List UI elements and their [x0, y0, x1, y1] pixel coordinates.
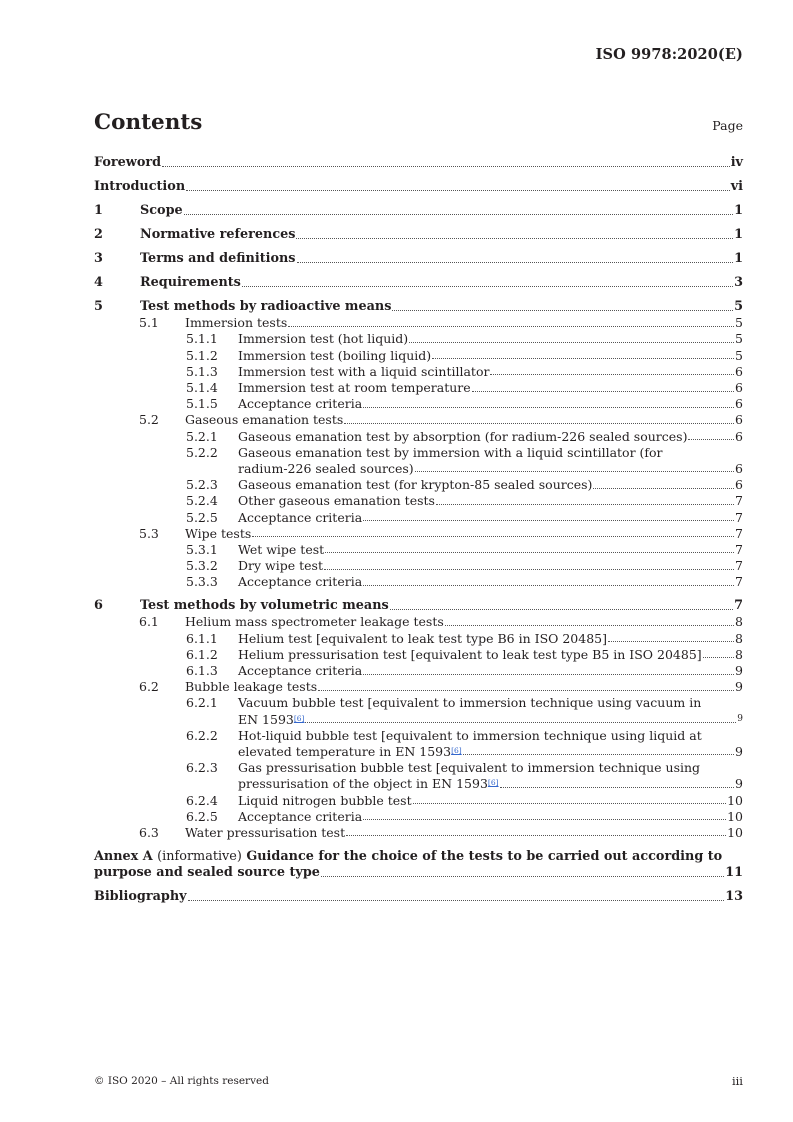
- dot-leader: [703, 657, 734, 658]
- toc-entry-page: 9: [737, 713, 743, 724]
- toc-entry-number: 6.1.1: [186, 630, 218, 646]
- toc-entry-page: 6: [735, 412, 743, 428]
- toc-entry-page: 7: [735, 558, 743, 574]
- toc-entry-title: Liquid nitrogen bubble test: [238, 792, 412, 808]
- dot-leader: [305, 722, 736, 723]
- toc-entry-title: Wipe tests: [185, 525, 252, 541]
- toc-entry-title-text: pressurisation of the object in EN 1593: [238, 776, 488, 792]
- toc-entry-title: Water pressurisation test: [185, 824, 346, 840]
- toc-entry-5-3[interactable]: [94, 525, 743, 541]
- toc-entry-page: 11: [725, 865, 743, 881]
- toc-entry-page: 9: [735, 679, 743, 695]
- toc-entry-page: 7: [734, 598, 743, 614]
- toc-entry-title: Helium test [equivalent to leak test type B6 in ISO 20485]: [238, 630, 607, 646]
- toc-entry-6-2-1-continued[interactable]: [94, 710, 743, 726]
- toc-entry-5-1-2[interactable]: [94, 346, 743, 362]
- toc-entry-title-line2: [238, 744, 462, 759]
- toc-entry-number: 6.2.2: [186, 727, 218, 743]
- toc-entry-6-1-3[interactable]: [94, 662, 743, 678]
- toc-entry-page: 6: [735, 363, 743, 379]
- toc-entry-title-line1: Gaseous emanation test by immersion with a liquid scintillator (for: [238, 444, 663, 460]
- toc-entry-6-2-5[interactable]: [94, 808, 743, 824]
- toc-entry-number: 6.1.2: [186, 646, 218, 662]
- toc-entry-title-text: EN 1593: [238, 711, 294, 727]
- toc-entry-number: 5.1.3: [186, 363, 218, 379]
- toc-entry-title: Requirements: [140, 275, 241, 291]
- toc-entry-page: 8: [735, 646, 743, 662]
- toc-entry-title: Helium mass spectrometer leakage tests: [185, 614, 444, 630]
- toc-entry-page: iv: [730, 155, 743, 171]
- toc-entry-title: Gaseous emanation tests: [185, 412, 344, 428]
- toc-entry-number: 5.2: [139, 412, 159, 428]
- toc-entry-number: 5.2.1: [186, 428, 218, 444]
- dot-leader: [296, 238, 733, 239]
- dot-leader: [463, 754, 734, 755]
- toc-entry-number: 5.3.1: [186, 541, 218, 557]
- dot-leader: [297, 262, 734, 263]
- toc-entry-title-line2: purpose and sealed source type: [94, 865, 320, 881]
- toc-entry-5-1-1[interactable]: [94, 330, 743, 346]
- dot-leader: [186, 190, 730, 191]
- toc-entry-title: Scope: [140, 203, 183, 219]
- toc-entry-6-1-1[interactable]: [94, 629, 743, 645]
- toc-entry-title: Immersion test at room temperature: [238, 380, 471, 396]
- toc-entry-page: 9: [735, 743, 743, 759]
- toc-entry-number: 5: [94, 299, 103, 315]
- dot-leader: [413, 803, 726, 804]
- dot-leader: [242, 286, 733, 287]
- toc-entry-number: 4: [94, 275, 103, 291]
- toc-entry-page: 7: [735, 525, 743, 541]
- toc-entry-page: 10: [727, 792, 743, 808]
- toc-entry-page: 6: [735, 428, 743, 444]
- dot-leader: [390, 609, 733, 610]
- dot-leader: [608, 641, 734, 642]
- toc-entry-page: 9: [735, 776, 743, 792]
- toc-entry-number: 6.2.1: [186, 695, 218, 711]
- toc-entry-number: 5.2.3: [186, 477, 218, 493]
- dot-leader: [472, 391, 734, 392]
- toc-entry-page: 6: [735, 477, 743, 493]
- toc-entry-number: 6.2.3: [186, 760, 218, 776]
- toc-entry-5-1-3[interactable]: [94, 363, 743, 379]
- dot-leader: [346, 835, 726, 836]
- dot-leader: [321, 876, 724, 877]
- toc-entry-page: 13: [725, 889, 743, 905]
- toc-entry-page: 1: [734, 203, 743, 219]
- dot-leader: [363, 520, 734, 521]
- dot-leader: [432, 358, 734, 359]
- toc-entry-number: 5.1: [139, 315, 159, 331]
- toc-entry-page: 1: [734, 251, 743, 267]
- toc-entry-number: 6.1: [139, 614, 159, 630]
- page-number: iii: [731, 1074, 743, 1088]
- toc-entry-title: Gaseous emanation test (for krypton-85 sealed sources): [238, 477, 593, 493]
- toc-entry-number: 5.2.5: [186, 509, 218, 525]
- toc-entry-number: 6.1.3: [186, 663, 218, 679]
- toc-entry-page: 5: [735, 347, 743, 363]
- toc-entry-page: 8: [735, 630, 743, 646]
- toc-entry-5-2-3[interactable]: [94, 476, 743, 492]
- toc-entry-title: Gaseous emanation test by absorption (for radium-226 sealed sources): [238, 428, 688, 444]
- toc-entry-page: 9: [735, 663, 743, 679]
- dot-leader: [184, 214, 733, 215]
- toc-entry-page: 5: [735, 331, 743, 347]
- toc-entry-number: 1: [94, 203, 103, 219]
- dot-leader: [288, 326, 734, 327]
- toc-entry-title-line2: radium-226 sealed sources): [238, 460, 414, 476]
- toc-entry-title-text: elevated temperature in EN 1593: [238, 743, 452, 759]
- toc-entry-title: Immersion test (hot liquid): [238, 331, 409, 347]
- toc-entry-5-3-2[interactable]: [94, 557, 743, 573]
- table-of-contents: [94, 154, 743, 904]
- toc-entry-5-2-2-continued[interactable]: [94, 460, 743, 476]
- toc-entry-number: 5.3.3: [186, 574, 218, 590]
- toc-entry-title-line2: [238, 776, 499, 791]
- document-id: ISO 9978:2020(E): [595, 46, 743, 63]
- toc-entry-5-2-1[interactable]: [94, 427, 743, 443]
- toc-entry-page: 6: [735, 396, 743, 412]
- toc-entry-5-3-3[interactable]: [94, 573, 743, 589]
- toc-entry-page: 10: [727, 824, 743, 840]
- toc-entry-page: 5: [735, 315, 743, 331]
- toc-entry-number: 3: [94, 251, 103, 267]
- toc-entry-title: Acceptance criteria: [238, 808, 363, 824]
- toc-entry-annex-a-continued[interactable]: [94, 864, 743, 880]
- dot-leader: [324, 569, 734, 570]
- toc-entry-6-2[interactable]: [94, 678, 743, 694]
- toc-entry-6-2-1[interactable]: [94, 694, 743, 710]
- page-column-label: Page: [712, 118, 743, 133]
- dot-leader: [252, 536, 734, 537]
- toc-entry-5-2-5[interactable]: [94, 508, 743, 524]
- toc-entry-volumetric-methods[interactable]: [94, 597, 743, 613]
- dot-leader: [325, 552, 734, 553]
- dot-leader: [415, 471, 734, 472]
- toc-entry-page: 1: [734, 227, 743, 243]
- dot-leader: [445, 625, 734, 626]
- dot-leader: [162, 166, 730, 167]
- toc-entry-title-line1: Hot-liquid bubble test [equivalent to immersion technique using liquid at: [238, 727, 702, 743]
- toc-entry-title-line1: Gas pressurisation bubble test [equivalent to immersion technique using: [238, 760, 701, 776]
- dot-leader: [688, 439, 734, 440]
- toc-entry-number: 6.2: [139, 679, 159, 695]
- toc-entry-6-2-2[interactable]: [94, 727, 743, 743]
- toc-entry-title: Immersion test with a liquid scintillator: [238, 363, 490, 379]
- toc-entry-6-1-2[interactable]: [94, 646, 743, 662]
- toc-entry-6-1[interactable]: [94, 613, 743, 629]
- toc-entry-page: 7: [735, 493, 743, 509]
- toc-entry-normative-references[interactable]: [94, 226, 743, 242]
- toc-entry-number: 5.3.2: [186, 558, 218, 574]
- dot-leader: [363, 585, 734, 586]
- dot-leader: [490, 374, 734, 375]
- toc-entry-5-1-5[interactable]: [94, 395, 743, 411]
- toc-entry-5-2[interactable]: [94, 411, 743, 427]
- toc-entry-title: Immersion test (boiling liquid): [238, 347, 432, 363]
- annex-label: Annex A: [94, 848, 153, 864]
- dot-leader: [593, 488, 734, 489]
- toc-entry-number: 6: [94, 598, 103, 614]
- bibliography-reference-link[interactable]: [6]: [293, 713, 305, 723]
- dot-leader: [500, 787, 735, 788]
- toc-entry-title-line1: Vacuum bubble test [equivalent to immersion technique using vacuum in: [238, 695, 702, 711]
- toc-entry-bibliography[interactable]: [94, 888, 743, 904]
- toc-entry-page: vi: [730, 179, 743, 195]
- toc-entry-title: Acceptance criteria: [238, 574, 363, 590]
- toc-entry-6-2-4[interactable]: [94, 791, 743, 807]
- toc-entry-number: 5.1.1: [186, 331, 218, 347]
- toc-entry-title: Other gaseous emanation tests: [238, 493, 435, 509]
- toc-entry-title: Terms and definitions: [140, 251, 296, 267]
- toc-entry-number: 5.1.2: [186, 347, 218, 363]
- dot-leader: [392, 310, 733, 311]
- toc-entry-number: 5.2.4: [186, 493, 218, 509]
- copyright-notice: © ISO 2020 – All rights reserved: [94, 1075, 269, 1087]
- toc-entry-6-2-3-continued[interactable]: [94, 775, 743, 791]
- toc-entry-page: 3: [734, 275, 743, 291]
- toc-entry-page: 6: [735, 380, 743, 396]
- toc-entry-page: 6: [735, 460, 743, 476]
- bibliography-reference-link[interactable]: [6]: [487, 778, 499, 788]
- toc-entry-page: 7: [735, 541, 743, 557]
- toc-entry-number: 5.1.5: [186, 396, 218, 412]
- toc-entry-number: 6.3: [139, 824, 159, 840]
- toc-entry-page: 5: [734, 299, 743, 315]
- toc-entry-title-line1: [94, 849, 722, 864]
- toc-entry-5-3-1[interactable]: [94, 541, 743, 557]
- toc-entry-title: Test methods by radioactive means: [140, 299, 392, 315]
- dot-leader: [436, 504, 734, 505]
- toc-entry-title: Foreword: [94, 155, 162, 171]
- toc-entry-annex-a[interactable]: [94, 848, 743, 864]
- toc-entry-5-1[interactable]: [94, 314, 743, 330]
- toc-entry-title: Acceptance criteria: [238, 396, 363, 412]
- toc-entry-title: Acceptance criteria: [238, 663, 363, 679]
- toc-entry-page: 7: [735, 509, 743, 525]
- toc-entry-requirements[interactable]: [94, 274, 743, 290]
- toc-entry-number: 2: [94, 227, 103, 243]
- dot-leader: [188, 900, 725, 901]
- toc-entry-page: 10: [727, 808, 743, 824]
- toc-entry-title: Acceptance criteria: [238, 509, 363, 525]
- toc-entry-title: Normative references: [140, 227, 296, 243]
- toc-entry-6-2-3[interactable]: [94, 759, 743, 775]
- toc-entry-5-2-2[interactable]: [94, 444, 743, 460]
- toc-entry-6-3[interactable]: [94, 824, 743, 840]
- toc-entry-5-1-4[interactable]: [94, 379, 743, 395]
- toc-entry-number: 5.2.2: [186, 444, 218, 460]
- annex-qualifier: (informative): [157, 848, 242, 864]
- toc-entry-number: 6.2.4: [186, 792, 218, 808]
- toc-entry-foreword[interactable]: [94, 154, 743, 170]
- dot-leader: [363, 407, 734, 408]
- toc-entry-title: Test methods by volumetric means: [140, 598, 389, 614]
- dot-leader: [363, 819, 726, 820]
- toc-entry-title: Bibliography: [94, 889, 187, 905]
- toc-entry-title: Dry wipe test: [238, 558, 323, 574]
- toc-entry-title: Introduction: [94, 179, 186, 195]
- toc-entry-number: 5.3: [139, 525, 159, 541]
- dot-leader: [363, 674, 734, 675]
- toc-entry-page: 8: [735, 614, 743, 630]
- page-title: Contents: [94, 110, 203, 135]
- annex-title-text: Guidance for the choice of the tests to be carried out according to: [246, 848, 723, 864]
- toc-entry-number: 6.2.5: [186, 808, 218, 824]
- toc-entry-title: Wet wipe test: [238, 541, 325, 557]
- toc-entry-introduction[interactable]: [94, 178, 743, 194]
- toc-entry-title: Helium pressurisation test [equivalent to leak test type B5 in ISO 20485]: [238, 646, 702, 662]
- toc-entry-title: Immersion tests: [185, 315, 288, 331]
- toc-entry-title: Bubble leakage tests: [185, 679, 318, 695]
- dot-leader: [409, 342, 734, 343]
- toc-entry-number: 5.1.4: [186, 380, 218, 396]
- bibliography-reference-link[interactable]: [6]: [451, 745, 462, 755]
- toc-entry-terms-and-definitions[interactable]: [94, 250, 743, 266]
- toc-entry-scope[interactable]: [94, 202, 743, 218]
- dot-leader: [318, 690, 734, 691]
- toc-entry-page: 7: [735, 574, 743, 590]
- toc-entry-radioactive-methods[interactable]: [94, 298, 743, 314]
- toc-entry-5-2-4[interactable]: [94, 492, 743, 508]
- toc-entry-title-line2: [238, 712, 304, 727]
- toc-entry-6-2-2-continued[interactable]: [94, 743, 743, 759]
- dot-leader: [344, 423, 734, 424]
